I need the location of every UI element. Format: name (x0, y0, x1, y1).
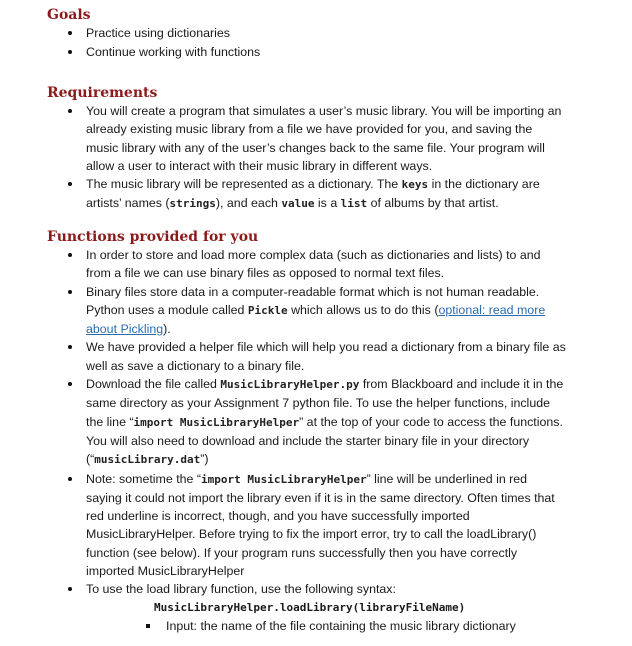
code-list: list (340, 197, 368, 211)
pickling-link[interactable]: optional: read more about Pickling (86, 302, 546, 337)
list-item: In order to store and load more complex data (such as dictionaries and lists) to and from a file we can use binary files as opposed to normal text files. (66, 246, 566, 283)
list-item: Continue working with functions (66, 43, 566, 61)
code-value: value (281, 197, 315, 211)
list-item: Download the file called MusicLibraryHelper.py from Blackboard and include it in the same directory as your Assignment 7 python file. To use the helper functions, include the line “import MusicLibraryHelper” at the top of your code to access the functions. You will also need to download and include the starter binary file in your directory (“musicLibrary.dat”) (66, 375, 566, 469)
code-dat-file: musicLibrary.dat (94, 453, 201, 467)
goals-heading: Goals (47, 7, 91, 23)
list-item: Binary files store data in a computer-readable format which is not human readable. Python uses a module called Pickle which allows us to do this (optional: read more about Pickling). (66, 283, 566, 339)
sub-list (86, 617, 566, 635)
list-item: To use the load library function, use the following syntax: MusicLibraryHelper.loadLibrary(libraryFileName) Input: the name of the file containing the music library dictionary (66, 580, 566, 635)
code-keys: keys (401, 178, 429, 192)
functions-heading: Functions provided for you (47, 229, 259, 245)
code-import-line: import MusicLibraryHelper (201, 472, 367, 486)
code-syntax-line: MusicLibraryHelper.loadLibrary(libraryFileName) (154, 600, 466, 614)
list-item: Note: sometime the “import MusicLibraryHelper” line will be underlined in red saying it could not import the library even if it is in the same directory. Often times that red underline is incorrect, though, and you have successfully imported MusicLibraryHelper. Before trying to fix the import error, try to call the loadLibrary() function (see below). If your program runs successfully then you have correctly imported MusicLibraryHelper (66, 470, 566, 581)
functions-list (66, 246, 566, 635)
sub-list-item: Input: the name of the file containing the music library dictionary (144, 617, 566, 635)
code-helper-file: MusicLibraryHelper.py (220, 378, 360, 392)
list-item: The music library will be represented as a dictionary. The keys in the dictionary are artists’ names (strings), and each value is a list of albums by that artist. (66, 175, 566, 214)
goals-list (66, 24, 566, 62)
list-item: We have provided a helper file which will help you read a dictionary from a binary file as well as save a dictionary to a binary file. (66, 338, 566, 375)
code-pickle: Pickle (247, 303, 288, 317)
list-item: You will create a program that simulates a user’s music library. You will be importing an already existing music library from a file we have provided for you, and saving the music library with any of the user’s changes back to the same file. Your program will allow a user to interact with their music library in different ways. (66, 102, 566, 175)
requirements-list (66, 102, 566, 214)
code-import-line: import MusicLibraryHelper (133, 415, 300, 429)
list-item: Practice using dictionaries (66, 24, 566, 42)
requirements-heading: Requirements (47, 85, 158, 101)
code-strings: strings (169, 197, 216, 211)
